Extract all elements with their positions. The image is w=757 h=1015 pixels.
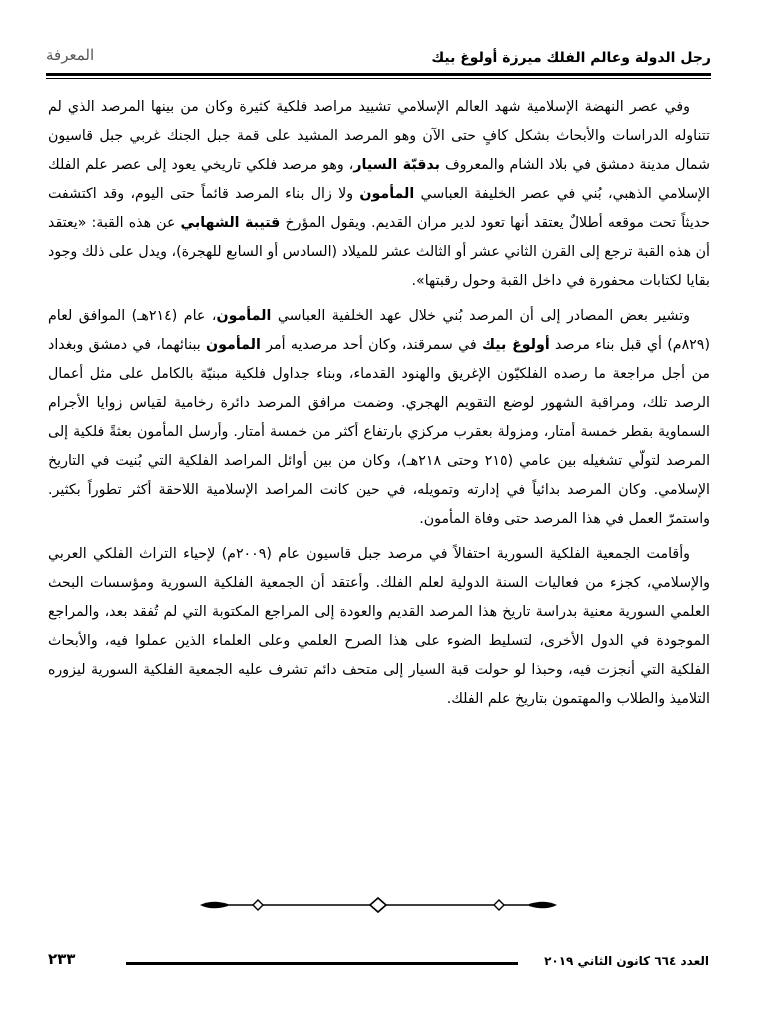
text-run: ، عام (٢١٤هـ) الموافق لعام (٨٢٩م) أي قبل بناء مرصد: [48, 308, 710, 353]
bold-name: المأمون: [359, 186, 415, 202]
paragraph: [48, 93, 710, 296]
text-run: وتشير بعض المصادر إلى أن المرصد بُني خلال عهد الخلفية العباسي: [271, 308, 690, 324]
text-run: وفي عصر النهضة الإسلامية شهد العالم الإسلامي تشييد مراصد فلكية كثيرة وكان من بينها المرصد الذي لم تتناوله الدراسات والأبحاث بشكل كافٍ حتى الآن وهو المرصد المشيد على قمة جبل الجنك غربي جبل قاسيون شمال مدينة دمشق في بلاد الشام والمعروف: [48, 99, 710, 173]
bold-name: أولوغ بيك: [482, 337, 550, 353]
ornament-divider-icon: [200, 893, 557, 917]
bold-name: قتيبة الشهابي: [180, 215, 281, 231]
header-rule: [46, 73, 711, 76]
bold-name: بدقبّة السيار: [353, 157, 440, 173]
text-run: ، وهو مرصد فلكي تاريخي يعود إلى عصر علم الفلك الإسلامي الذهبي، بُني في عصر الخليفة العباسي: [48, 157, 710, 202]
magazine-logo: المعرفة: [46, 46, 95, 64]
header-rule-thin: [46, 78, 711, 79]
text-run: عن هذه القبة: «يعتقد أن هذه القبة ترجع إلى القرن الثاني عشر أو الثالث عشر للميلاد (السادس أو السابع للهجرة)، ويدل على ذلك وجود بقايا لكتابات محفورة في داخل القبة وحول رقبتها».: [48, 215, 710, 289]
text-run: ببنائهما، في دمشق وبغداد من أجل مراجعة ما رصده الفلكيّون الإغريق والهنود القدماء، وبناء جداول فلكية مبنيّة بالكامل على مثل أعمال الرصد تلك، ومراقبة الشهور لوضع التقويم الهجري. وضمت مرافق المرصد دائرة رخامية لقياس زوايا الأجرام السماوية بقطر خمسة أمتار، ومزولة بعقرب مركزي بارتفاع أكثر من خمسة أمتار. وأرسل المأمون بعثةً فلكية إلى المرصد لتولّي تشغيله بين عامي (٢١٥ وحتى ٢١٨هـ)، وكان من بين أوائل المراصد الفلكية التي بُنيت في التاريخ الإسلامي. وكان المرصد بدائياً في إدارته وتمويله، في حين كانت المراصد الإسلامية اللاحقة أكثر تطوراً بكثير. واستمرّ العمل في هذا المرصد حتى وفاة المأمون.: [48, 337, 711, 527]
paragraph: [48, 540, 710, 714]
footer-rule: [126, 962, 518, 965]
page-header: [46, 38, 711, 78]
issue-label: العدد ٦٦٤ كانون الثاني ٢٠١٩: [544, 954, 709, 968]
running-title: رجل الدولة وعالم الفلك ميرزة أولوغ بيك: [431, 50, 711, 66]
text-run: في سمرقند، وكان أحد مرصديه أمر: [260, 337, 483, 353]
bold-name: المأمون: [206, 337, 261, 353]
bold-name: المأمون: [216, 308, 272, 324]
text-run: ولا زال بناء المرصد قائماً حتى اليوم، وقد اكتشفت حديثاً تحت موقعه أطلالٌ يعتقد أنها تعود لدير مران القديم. ويقول المؤرخ: [48, 186, 710, 231]
article-body: [48, 93, 710, 720]
page-number: ٢٣٣: [48, 950, 76, 968]
text-run: وأقامت الجمعية الفلكية السورية احتفالاً في مرصد جبل قاسيون عام (٢٠٠٩م) لإحياء التراث الفلكي العربي والإسلامي، كجزء من فعاليات السنة الدولية لعلم الفلك. وأعتقد أن الجمعية الفلكية السورية ومؤسسات البحث العلمي السورية معنية بدراسة تاريخ هذا المرصد القديم والعودة إلى المراجع المكتوبة التي لم تُفقد بعد، والمراجع الموجودة في الدول الأخرى، لتسليط الضوء على هذا الصرح العلمي وعلى العلماء الذين عملوا فيه، والأبحاث الفلكية التي أنجزت فيه، وحبذا لو حولت قبة السيار إلى متحف دائم تشرف عليه الجمعية الفلكية السورية ليزوره التلاميذ والطلاب والمهتمون بتاريخ علم الفلك.: [48, 546, 710, 707]
paragraph: [48, 302, 710, 534]
